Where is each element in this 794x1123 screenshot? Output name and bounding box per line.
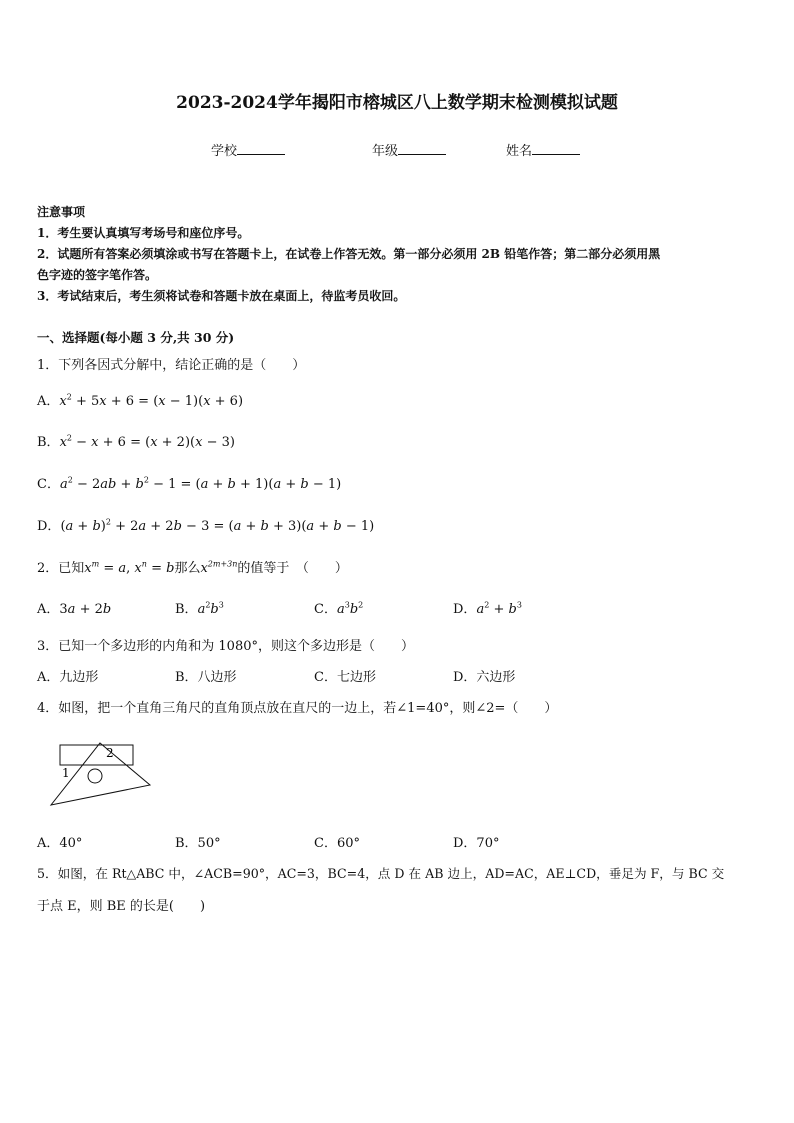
name-field [506, 140, 580, 159]
note-item: 2．试题所有答案必须填涂或书写在答题卡上，在试卷上作答无效。第一部分必须用 2B 铅笔作答；第二部分必须用黑 [37, 247, 661, 261]
question-1-option-a: A．$x^2 + 5x + 6 = (x - 1)(x + 6)$ [37, 392, 244, 409]
name-label: 姓名 [506, 144, 533, 159]
question-3-option-d: D．六边形 [453, 670, 516, 685]
notes-heading: 注意事项 [37, 205, 86, 219]
note-item: 1．考生要认真填写考场号和座位序号。 [37, 226, 250, 240]
note-item: 3．考试结束后，考生须将试卷和答题卡放在桌面上，待监考员收回。 [37, 289, 406, 303]
grade-label: 年级 [372, 144, 399, 159]
question-2-stem: 2．已知$x^m = a$, $x^n = b$那么$x^{2m+3n}$的值等于 （ ） [37, 559, 348, 576]
question-4-option-c: C．60° [314, 836, 360, 851]
section-heading: 一、选择题(每小题 3 分,共 30 分) [37, 330, 235, 345]
angle-1-label: 1 [62, 766, 70, 780]
question-3-option-b: B．八边形 [175, 670, 237, 685]
question-2-option-c: C．$a^3b^2$ [314, 600, 364, 617]
question-2-option-b: B．$a^2b^3$ [175, 600, 224, 617]
question-1-stem: 1．下列各因式分解中，结论正确的是（ ） [37, 358, 306, 373]
grade-field [372, 140, 446, 159]
question-3-option-a: A．九边形 [37, 670, 99, 685]
grade-blank [398, 142, 446, 155]
school-label: 学校 [211, 144, 238, 159]
page-title: 2023-2024学年揭阳市榕城区八上数学期末检测模拟试题 [176, 93, 618, 113]
question-3-stem: 3．已知一个多边形的内角和为 1080°，则这个多边形是（ ） [37, 639, 414, 654]
school-field [211, 140, 285, 159]
note-item: 色字迹的签字笔作答。 [37, 268, 158, 282]
name-blank [532, 142, 580, 155]
question-1-option-b: B．$x^2 - x + 6 = (x + 2)(x - 3)$ [37, 433, 235, 450]
ruler-triangle-figure [40, 738, 160, 810]
question-1-option-c: C．$a^2 - 2ab + b^2 - 1 = (a + b + 1)(a + b - 1)$ [37, 475, 342, 492]
question-2-option-a: A．3a + 2b [37, 602, 112, 617]
question-4-option-b: B．50° [175, 836, 221, 851]
question-5-stem-line-2: 于点 E，则 BE 的长是( ) [37, 899, 206, 914]
question-4-option-d: D．70° [453, 836, 500, 851]
set-square-hole [88, 769, 102, 783]
question-4-option-a: A．40° [37, 836, 83, 851]
question-1-option-d: D．$(a + b)^2 + 2a + 2b - 3 = (a + b + 3)(a + b - 1)$ [37, 517, 375, 534]
angle-2-label: 2 [106, 746, 114, 760]
question-3-option-c: C．七边形 [314, 670, 376, 685]
question-2-option-d: D．$a^2 + b^3$ [453, 600, 522, 617]
question-4-stem: 4．如图，把一个直角三角尺的直角顶点放在直尺的一边上，若∠1=40°，则∠2=（ ） [37, 701, 558, 716]
question-5-stem-line-1: 5．如图，在 Rt△ABC 中，∠ACB=90°，AC=3，BC=4，点 D 在 AB 边上，AD=AC，AE⊥CD，垂足为 F，与 BC 交 [37, 866, 725, 881]
school-blank [237, 142, 285, 155]
